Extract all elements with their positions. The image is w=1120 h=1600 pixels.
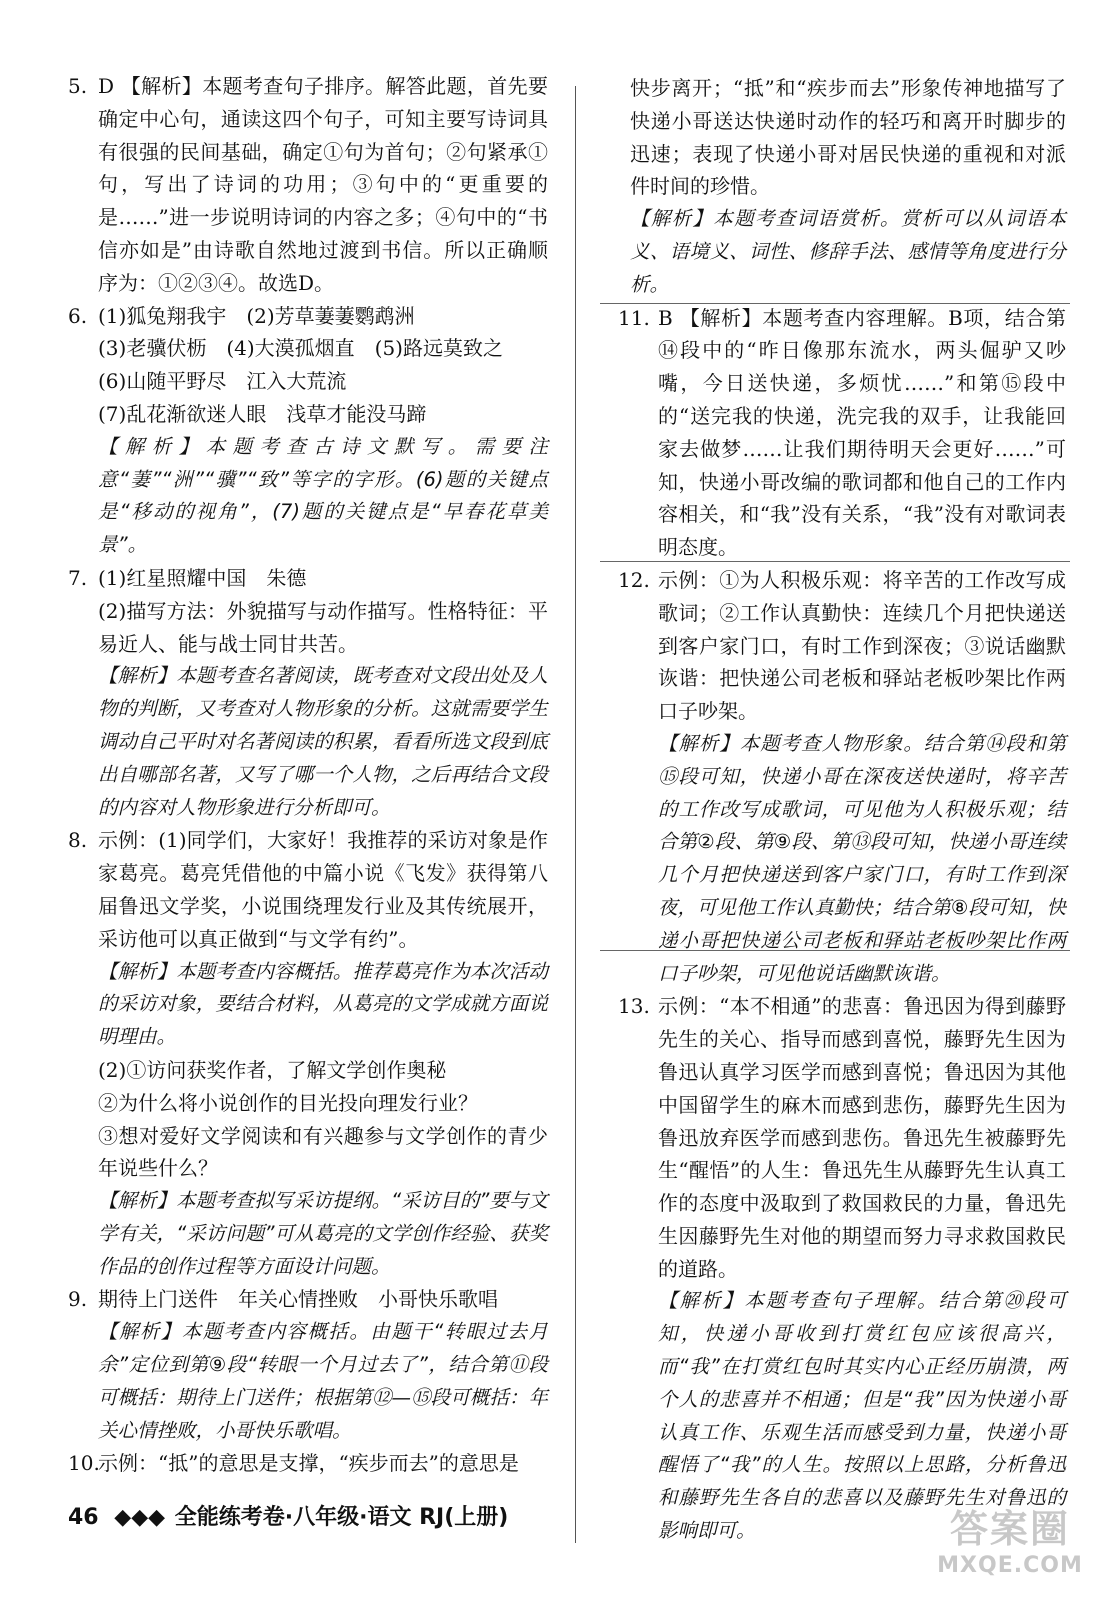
diamond-icon: ◆◆◆ (114, 1505, 166, 1530)
column-divider (575, 86, 576, 1543)
answer-number: 5. (68, 74, 88, 98)
answer-line: (2)①访问获奖作者，了解文学创作奥秘 (98, 1057, 447, 1082)
answer-11 (618, 302, 1066, 564)
watermark-logo: 答案圈 (949, 1507, 1070, 1551)
answer-13 (618, 990, 1066, 1548)
answer-line: (2)描写方法：外貌描写与动作描写。性格特征：平易近人、能与战士同甘共苦。 (98, 598, 548, 656)
answer-number: 9. (68, 1287, 88, 1312)
answer-text: D 【解析】本题考查句子排序。解答此题，首先要确定中心句，通读这四个句子，可知主要写诗词具有很强的民间基础，确定①句为首句；②句紧承①句，写出了诗词的功用；③句中的“更重要的是……”进一步说明诗词的内容之多；④句中的“书信亦如是”由诗歌自然地过渡到书信。所以正确顺序为：①②③④。故选D。 (98, 74, 548, 295)
answer-line: 示例：“本不相通”的悲喜：鲁迅因为得到藤野先生的关心、指导而感到喜悦，藤野先生因为鲁迅认真学习医学而感到喜悦；鲁迅因为其他中国留学生的麻木而感到悲伤，藤野先生因为鲁迅放弃医学而感到悲伤。鲁迅先生被藤野先生“醒悟”的人生：鲁迅先生从藤野先生认真工作的态度中汲取到了救国救民的力量，鲁迅先生因藤野先生对他的期望而努力寻求救国救民的道路。 (658, 994, 1066, 1281)
left-column (68, 70, 548, 1480)
watermark-url: MXQE.COM (937, 1553, 1083, 1578)
answer-line: ③想对爱好文学阅读和有兴趣参与文学创作的青少年说些什么？ (98, 1123, 548, 1181)
analysis-note: 【解析】本题考查人物形象。结合第⑭段和第⑮段可知，快递小哥在深夜送快递时，将辛苦的工作改写成歌词，可见他为人积极乐观；结合第②段、第⑨段、第⑬段可知，快递小哥连续几个月把快递送到客户家门口，有时工作到深夜，可见他工作认真勤快；结合第⑧段可知，快递小哥把快递公司老板和驿站老板吵架比作两口子吵架，可见他说话幽默诙谐。 (658, 731, 1066, 985)
answer-10-continued (618, 72, 1066, 302)
answer-line: 示例：①为人积极乐观：将辛苦的工作改写成歌词；②工作认真勤快：连续几个月把快递送到客户家门口，有时工作到深夜；③说话幽默诙谐：把快递公司老板和驿站老板吵架比作两口子吵架。 (658, 567, 1066, 724)
analysis-note: 【解析】本题考查古诗文默写。需要注意“萋”“洲”“骥”“致”等字的字形。(6)题的关键点是“移动的视角”，(7)题的关键点是“早春花草美景”。 (98, 434, 548, 557)
answer-8 (68, 824, 548, 1283)
answer-10 (68, 1447, 548, 1480)
answer-line: 期待上门送件 年关心情挫败 小哥快乐歌唱 (98, 1287, 498, 1312)
answer-number: 10. (68, 1451, 100, 1476)
answer-number: 6. (68, 303, 88, 328)
answer-number: 11. (618, 305, 650, 330)
answer-9 (68, 1283, 548, 1447)
answer-number: 7. (68, 565, 88, 590)
analysis-note: 【解析】本题考查内容概括。推荐葛亮作为本次活动的采访对象，要结合材料，从葛亮的文学成就方面说明理由。 (98, 959, 548, 1049)
analysis-note: 【解析】本题考查名著阅读，既考查对文段出处及人物的判断，又考查对人物形象的分析。这就需要学生调动自己平时对名著阅读的积累，看看所选文段到底出自哪部名著，又写了哪一个人物，之后再结合文段的内容对人物形象进行分析即可。 (98, 664, 548, 819)
analysis-note: 【解析】本题考查句子理解。结合第⑳段可知，快递小哥收到打赏红包应该很高兴，而“我”在打赏红包时其实内心正经历崩溃，两个人的悲喜并不相通；但是“我”因为快递小哥认真工作、乐观生活而感受到力量，快递小哥醒悟了“我”的人生。按照以上思路，分析鲁迅和藤野先生各自的悲喜以及藤野先生对鲁迅的影响即可。 (658, 1289, 1066, 1543)
watermark (920, 1498, 1100, 1588)
answer-line: (7)乱花渐欲迷人眼 浅草才能没马蹄 (98, 401, 427, 426)
answer-6 (68, 300, 548, 562)
right-column (618, 72, 1066, 1548)
answer-12 (618, 564, 1066, 990)
answer-number: 13. (618, 994, 650, 1019)
answer-line: 快步离开；“抵”和“疾步而去”形象传神地描写了快递小哥送达快递时动作的轻巧和离开时脚步的迅速；表现了快递小哥对居民快递的重视和对派件时间的珍惜。 (630, 76, 1066, 199)
analysis-note: 【解析】本题考查词语赏析。赏析可以从词语本义、语境义、词性、修辞手法、感情等角度进行分析。 (630, 207, 1066, 296)
answer-number: 8. (68, 828, 88, 853)
answer-text: B 【解析】本题考查内容理解。B项，结合第⑭段中的“昨日像那东流水，两头倔驴又吵嘴，今日送快递，多烦忧……”和第⑮段中的“送完我的快递，洗完我的双手，让我能回家去做梦……让我们期待明天会更好……”可知，快递小哥改编的歌词都和他自己的工作内容相关，和“我”没有关系，“我”没有对歌词表明态度。 (658, 305, 1066, 560)
answer-line: (6)山随平野尽 江入大荒流 (98, 369, 347, 394)
page-number: 46 (68, 1505, 99, 1530)
answer-7 (68, 562, 548, 824)
page-footer (68, 1500, 508, 1531)
answer-line: (3)老骥伏枥 (4)大漠孤烟直 (5)路远莫致之 (98, 336, 503, 361)
answer-line: ②为什么将小说创作的目光投向理发行业？ (98, 1090, 478, 1115)
answer-line: (1)红星照耀中国 朱德 (98, 565, 307, 590)
answer-line: 示例：(1)同学们，大家好！我推荐的采访对象是作家葛亮。葛亮凭借他的中篇小说《飞发》获得第八届鲁迅文学奖，小说围绕理发行业及其传统展开，采访他可以真正做到“与文学有约”。 (98, 828, 548, 951)
answer-line: 示例：“抵”的意思是支撑，“疾步而去”的意思是 (98, 1451, 519, 1476)
analysis-note: 【解析】本题考查拟写采访提纲。“采访目的”要与文学有关，“采访问题”可从葛亮的文学创作经验、获奖作品的创作过程等方面设计问题。 (98, 1189, 548, 1278)
answer-5 (68, 70, 548, 300)
answer-number: 12. (618, 567, 650, 592)
answer-line: (1)狐兔翔我宇 (2)芳草萋萋鹦鹉洲 (98, 303, 415, 328)
book-title: 全能练考卷·八年级·语文 RJ(上册) (174, 1505, 509, 1530)
analysis-note: 【解析】本题考查内容概括。由题干“转眼过去月余”定位到第⑨段“转眼一个月过去了”，结合第⑪段可概括：期待上门送件；根据第⑫—⑮段可概括：年关心情挫败，小哥快乐歌唱。 (98, 1320, 548, 1442)
